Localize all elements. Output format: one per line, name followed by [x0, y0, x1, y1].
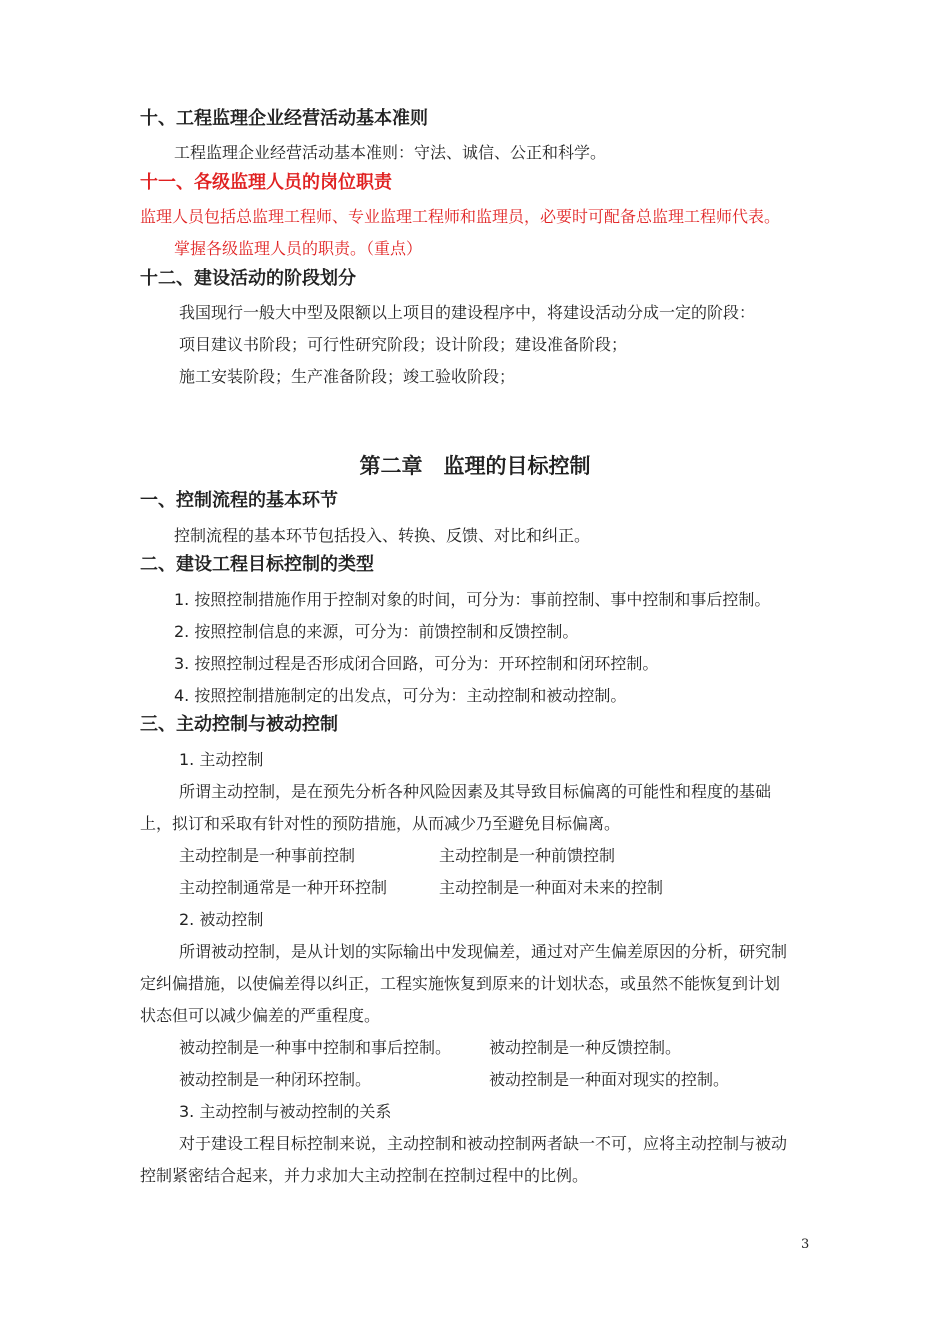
relationship-paragraph-line-2: 控制紧密结合起来，并力求加大主动控制在控制过程中的比例。	[140, 1166, 589, 1185]
active-control-paragraph-line-1: 所谓主动控制，是在预先分析各种风险因素及其导致目标偏离的可能性和程度的基础	[179, 782, 772, 801]
passive-control-point-3: 被动控制是一种闭环控制。	[179, 1070, 372, 1089]
active-control-point-2: 主动控制是一种前馈控制	[439, 846, 616, 865]
passive-control-point-4: 被动控制是一种面对现实的控制。	[489, 1070, 730, 1089]
section-10-heading: 十、工程监理企业经营活动基本准则	[140, 108, 428, 129]
active-control-subheading: 1. 主动控制	[179, 750, 264, 769]
passive-control-paragraph-line-1: 所谓被动控制，是从计划的实际输出中发现偏差，通过对产生偏差原因的分析，研究制	[179, 942, 788, 961]
active-control-point-3: 主动控制通常是一种开环控制	[179, 878, 388, 897]
active-passive-heading: 三、主动控制与被动控制	[140, 714, 338, 735]
relationship-paragraph-line-1: 对于建设工程目标控制来说，主动控制和被动控制两者缺一不可，应将主动控制与被动	[179, 1134, 788, 1153]
passive-control-point-1: 被动控制是一种事中控制和事后控制。	[179, 1038, 452, 1057]
control-types-item-3: 3. 按照控制过程是否形成闭合回路，可分为：开环控制和闭环控制。	[174, 654, 659, 673]
section-10-text: 工程监理企业经营活动基本准则：守法、诚信、公正和科学。	[174, 143, 607, 162]
page-number: 3	[801, 1237, 810, 1252]
section-12-text-1: 我国现行一般大中型及限额以上项目的建设程序中，将建设活动分成一定的阶段：	[179, 303, 756, 322]
passive-control-paragraph-line-2: 定纠偏措施，以使偏差得以纠正，工程实施恢复到原来的计划状态，或虽然不能恢复到计划	[140, 974, 781, 993]
chapter-title: 第二章 监理的目标控制	[359, 454, 591, 478]
active-control-point-4: 主动控制是一种面对未来的控制	[439, 878, 664, 897]
section-12-heading: 十二、建设活动的阶段划分	[140, 268, 356, 289]
passive-control-point-2: 被动控制是一种反馈控制。	[489, 1038, 682, 1057]
control-flow-text: 控制流程的基本环节包括投入、转换、反馈、对比和纠正。	[174, 526, 591, 545]
section-12-text-3: 施工安装阶段；生产准备阶段；竣工验收阶段；	[179, 367, 516, 386]
control-flow-heading: 一、控制流程的基本环节	[140, 490, 338, 511]
section-11-text-2: 掌握各级监理人员的职责。（重点）	[174, 239, 423, 258]
control-types-item-4: 4. 按照控制措施制定的出发点，可分为：主动控制和被动控制。	[174, 686, 627, 705]
section-12-text-2: 项目建议书阶段；可行性研究阶段；设计阶段；建设准备阶段；	[179, 335, 628, 354]
control-types-heading: 二、建设工程目标控制的类型	[140, 554, 374, 575]
active-control-point-1: 主动控制是一种事前控制	[179, 846, 356, 865]
relationship-subheading: 3. 主动控制与被动控制的关系	[179, 1102, 392, 1121]
passive-control-subheading: 2. 被动控制	[179, 910, 264, 929]
section-11-text-1: 监理人员包括总监理工程师、专业监理工程师和监理员，必要时可配备总监理工程师代表。	[140, 207, 781, 226]
active-control-paragraph-line-2: 上，拟订和采取有针对性的预防措施，从而减少乃至避免目标偏离。	[140, 814, 621, 833]
control-types-item-1: 1. 按照控制措施作用于控制对象的时间，可分为：事前控制、事中控制和事后控制。	[174, 590, 771, 609]
control-types-item-2: 2. 按照控制信息的来源，可分为：前馈控制和反馈控制。	[174, 622, 579, 641]
passive-control-paragraph-line-3: 状态但可以减少偏差的严重程度。	[140, 1006, 381, 1025]
section-11-heading: 十一、各级监理人员的岗位职责	[140, 172, 392, 193]
